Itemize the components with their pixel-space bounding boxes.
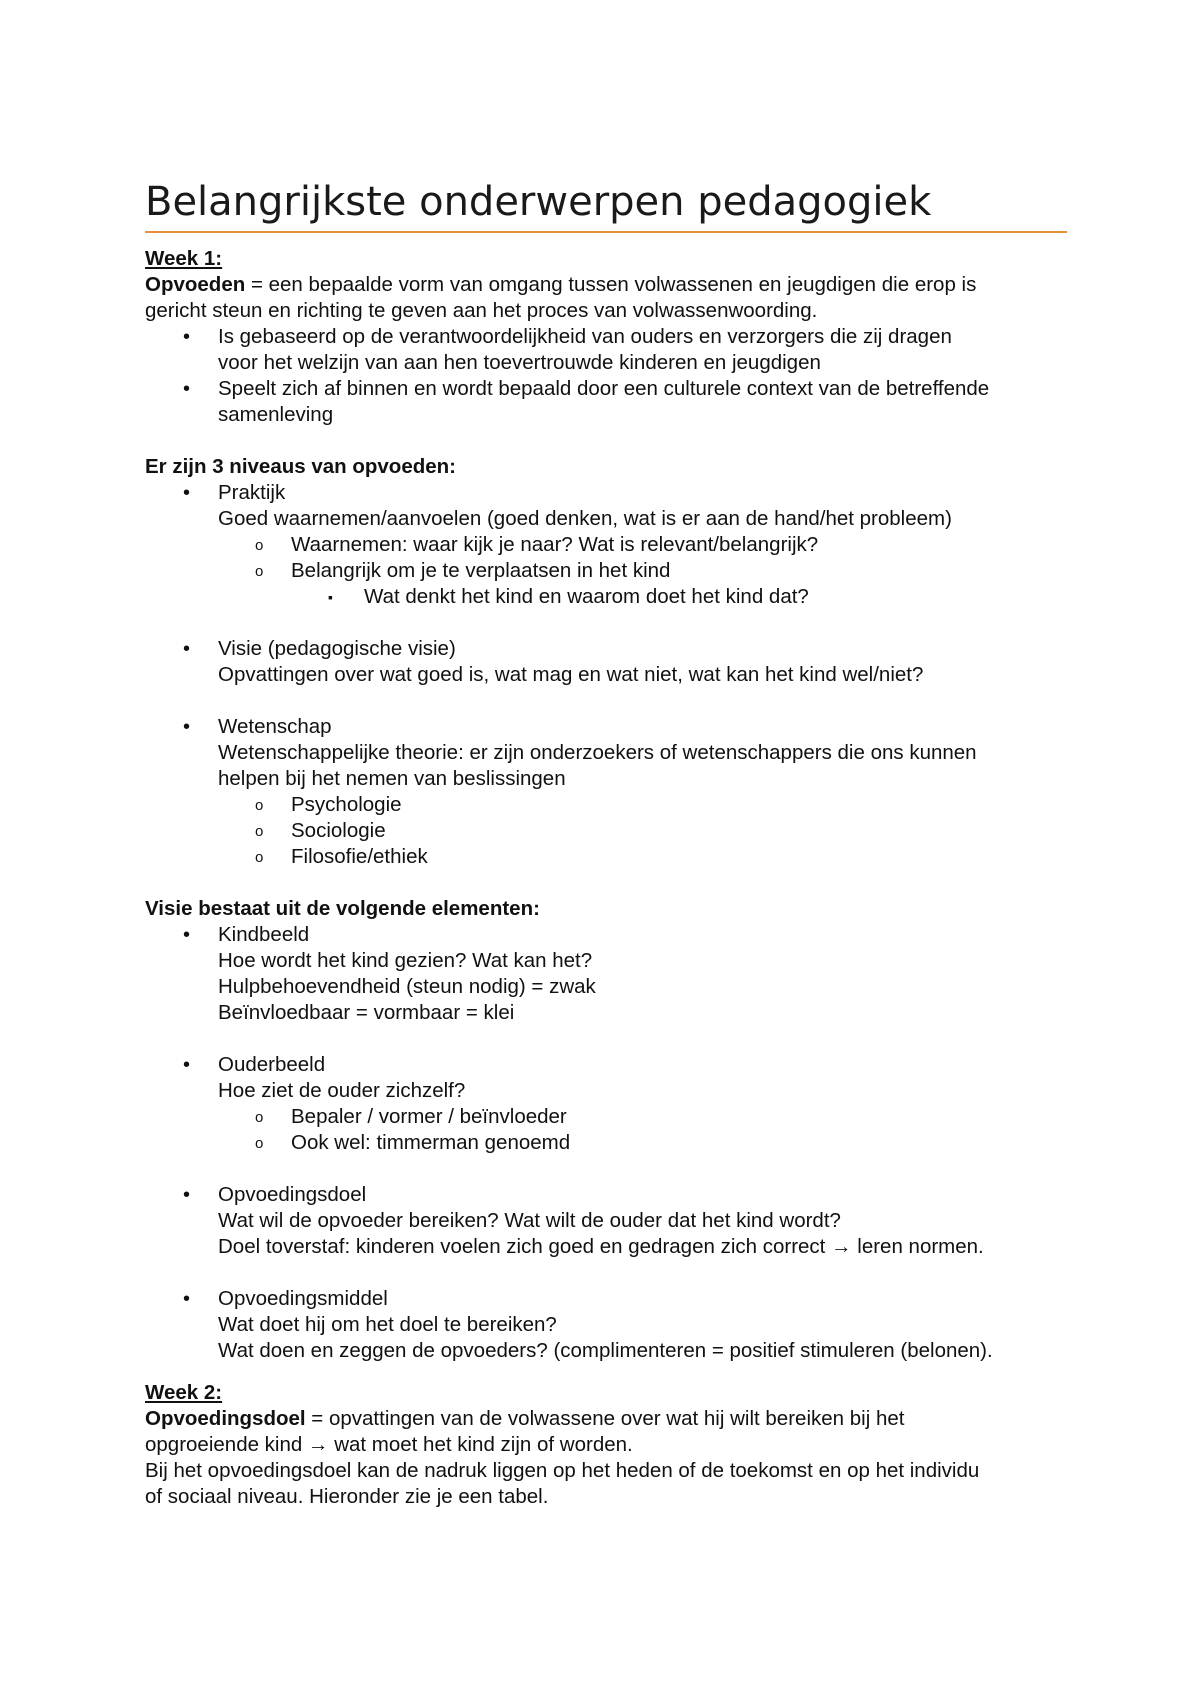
list-item-opvoedingsmiddel: • Opvoedingsmiddel bbox=[183, 1287, 388, 1310]
definition-term: Opvoedingsdoel bbox=[145, 1407, 306, 1430]
list-item: • Is gebaseerd op de verantwoordelijkheid van ouders en verzorgers die zij dragen bbox=[183, 325, 952, 348]
arrow-right-icon: → bbox=[831, 1235, 852, 1258]
definition-term: Opvoeden bbox=[145, 273, 246, 296]
square-bullet-icon: ▪ bbox=[328, 589, 333, 605]
bullet-icon: • bbox=[183, 638, 191, 660]
bullet-icon: • bbox=[183, 1054, 191, 1076]
list-item-continuation: samenleving bbox=[218, 403, 334, 426]
arrow-right-icon: → bbox=[308, 1433, 329, 1456]
bullet-icon: • bbox=[183, 1184, 191, 1206]
list-item-description: Wat wil de opvoeder bereiken? Wat wilt de ouder dat het kind wordt? bbox=[218, 1209, 841, 1232]
list-item-description: Hoe wordt het kind gezien? Wat kan het? bbox=[218, 949, 593, 972]
list-item-description: Wat doet hij om het doel te bereiken? bbox=[218, 1313, 557, 1336]
week1-definition-line bbox=[145, 272, 1075, 298]
bullet-icon: • bbox=[183, 326, 191, 348]
list-item-wetenschap: • Wetenschap bbox=[183, 715, 332, 738]
sub-list-item: o Psychologie bbox=[145, 792, 1075, 818]
circle-bullet-icon: o bbox=[255, 537, 264, 554]
list-item-description: Opvattingen over wat goed is, wat mag en wat niet, wat kan het kind wel/niet? bbox=[218, 663, 924, 686]
list-item-description: Wetenschappelijke theorie: er zijn onderzoekers of wetenschappers die ons kunnen bbox=[218, 741, 977, 764]
title-underline bbox=[145, 231, 1067, 233]
sub-list-item: o Waarnemen: waar kijk je naar? Wat is relevant/belangrijk? bbox=[145, 532, 1075, 558]
list-item-description: Wat doen en zeggen de opvoeders? (complimenteren = positief stimuleren (belonen). bbox=[218, 1339, 993, 1362]
circle-bullet-icon: o bbox=[255, 563, 264, 580]
sub-sub-list-item: ▪ Wat denkt het kind en waarom doet het kind dat? bbox=[328, 585, 809, 608]
bullet-icon: • bbox=[183, 716, 191, 738]
week1-definition-line-2: gericht steun en richting te geven aan het proces van volwassenwoording. bbox=[145, 299, 818, 322]
sub-list-item: o Sociologie bbox=[145, 818, 1075, 844]
levels-heading: Er zijn 3 niveaus van opvoeden: bbox=[145, 455, 457, 478]
circle-bullet-icon: o bbox=[255, 1135, 264, 1152]
definition-text: = een bepaalde vorm van omgang tussen volwassenen en jeugdigen die erop is bbox=[245, 273, 977, 296]
list-item-description: Goed waarnemen/aanvoelen (goed denken, wat is er aan de hand/het probleem) bbox=[218, 507, 952, 530]
bullet-icon: • bbox=[183, 924, 191, 946]
list-item: • Speelt zich af binnen en wordt bepaald door een culturele context van de betreffende bbox=[183, 377, 990, 400]
week2-heading: Week 2: bbox=[145, 1381, 223, 1404]
sub-list-item: o Filosofie/ethiek bbox=[145, 844, 1075, 870]
circle-bullet-icon: o bbox=[255, 849, 264, 866]
week2-paragraph: of sociaal niveau. Hieronder zie je een tabel. bbox=[145, 1485, 549, 1508]
sub-list-item: o Belangrijk om je te verplaatsen in het kind bbox=[145, 558, 1075, 584]
list-item-description: Hulpbehoevendheid (steun nodig) = zwak bbox=[218, 975, 596, 998]
sub-list-item: o Bepaler / vormer / beïnvloeder bbox=[145, 1104, 1075, 1130]
list-item-description: helpen bij het nemen van beslissingen bbox=[218, 767, 566, 790]
week2-definition-line: Opvoedingsdoel = opvattingen van de volwassene over wat hij wilt bereiken bij het bbox=[145, 1407, 905, 1430]
list-item-visie: • Visie (pedagogische visie) bbox=[183, 637, 456, 660]
week1-heading: Week 1: bbox=[145, 247, 223, 270]
bullet-icon: • bbox=[183, 378, 191, 400]
bullet-icon: • bbox=[183, 482, 191, 504]
circle-bullet-icon: o bbox=[255, 797, 264, 814]
list-item-ouderbeeld: • Ouderbeeld bbox=[183, 1053, 326, 1076]
list-item-continuation: voor het welzijn van aan hen toevertrouwde kinderen en jeugdigen bbox=[218, 351, 821, 374]
week2-definition-line-2: opgroeiende kind → wat moet het kind zijn of worden. bbox=[145, 1433, 633, 1456]
document-body bbox=[145, 246, 1075, 1510]
list-item-description: Hoe ziet de ouder zichzelf? bbox=[218, 1079, 466, 1102]
document-title: Belangrijkste onderwerpen pedagogiek bbox=[145, 179, 932, 225]
list-item-description: Beïnvloedbaar = vormbaar = klei bbox=[218, 1001, 515, 1024]
elements-heading: Visie bestaat uit de volgende elementen: bbox=[145, 897, 540, 920]
list-item-opvoedingsdoel: • Opvoedingsdoel bbox=[183, 1183, 367, 1206]
circle-bullet-icon: o bbox=[255, 1109, 264, 1126]
circle-bullet-icon: o bbox=[255, 823, 264, 840]
list-item-description: Doel toverstaf: kinderen voelen zich goed en gedragen zich correct → leren normen. bbox=[218, 1235, 984, 1258]
bullet-icon: • bbox=[183, 1288, 191, 1310]
list-item-kindbeeld: • Kindbeeld bbox=[183, 923, 310, 946]
sub-list-item: o Ook wel: timmerman genoemd bbox=[145, 1130, 1075, 1156]
week2-paragraph: Bij het opvoedingsdoel kan de nadruk liggen op het heden of de toekomst en op het individu bbox=[145, 1459, 980, 1482]
list-item-praktijk: • Praktijk bbox=[183, 481, 286, 504]
